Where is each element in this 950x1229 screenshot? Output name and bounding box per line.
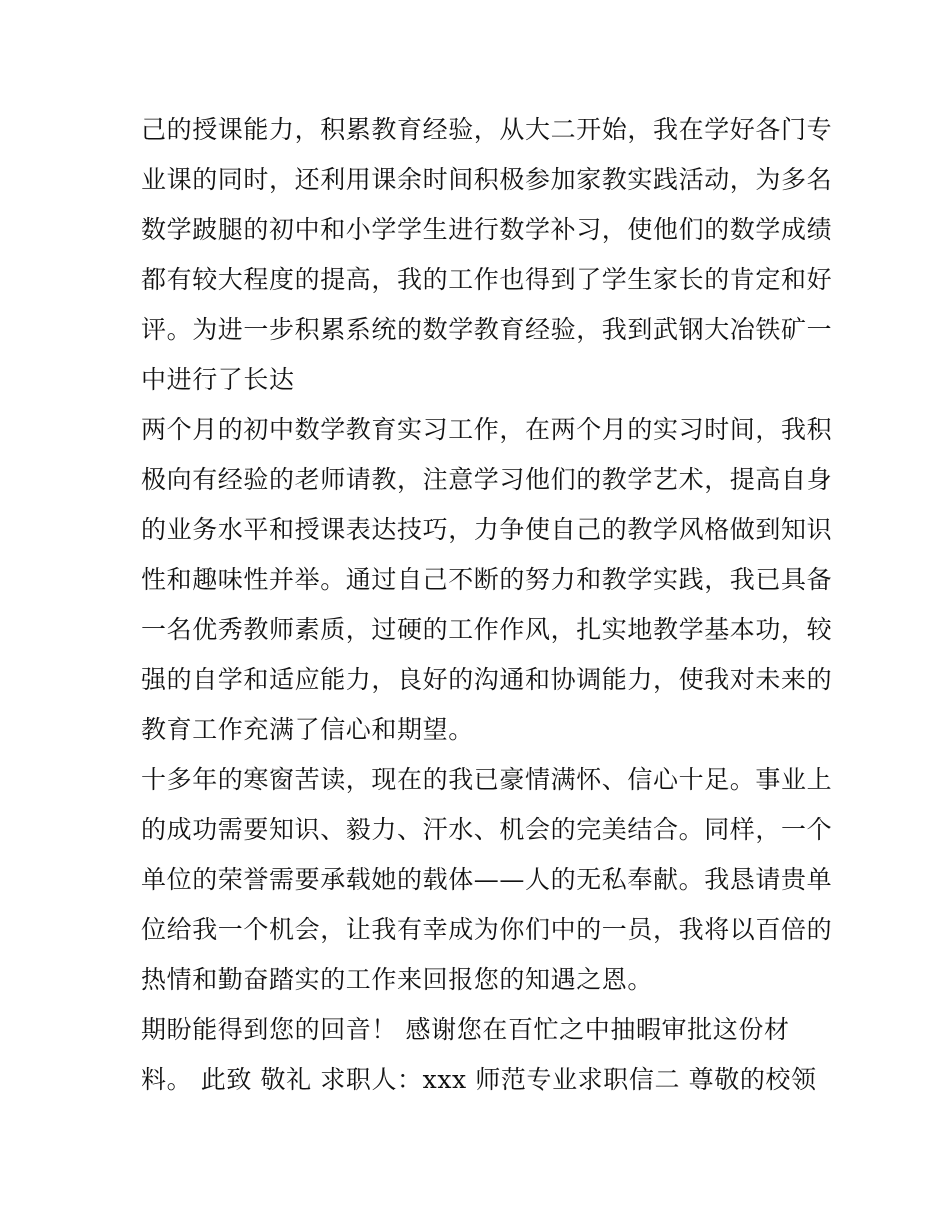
text-line: 极向有经验的老师请教，注意学习他们的教学艺术，提高自身 xyxy=(141,465,833,494)
text-line: 期盼能得到您的回音！ 感谢您在百忙之中抽暇审批这份材 xyxy=(141,1015,790,1044)
text-line: 数学跛腿的初中和小学学生进行数学补习，使他们的数学成绩 xyxy=(141,215,833,244)
text-line: 位给我一个机会，让我有幸成为你们中的一员，我将以百倍的 xyxy=(141,915,833,944)
text-line: 一名优秀教师素质，过硬的工作作风，扎实地教学基本功，较 xyxy=(141,615,833,644)
text-line: 单位的荣誉需要承载她的载体——人的无私奉献。我恳请贵单 xyxy=(141,865,833,894)
text-line: 性和趣味性并举。通过自己不断的努力和教学实践，我已具备 xyxy=(141,565,833,594)
text-line: 十多年的寒窗苦读，现在的我已豪情满怀、信心十足。事业上 xyxy=(141,765,833,794)
text-line: 己的授课能力，积累教育经验，从大二开始，我在学好各门专 xyxy=(141,115,833,144)
text-line: 的业务水平和授课表达技巧，力争使自己的教学风格做到知识 xyxy=(141,515,833,544)
text-line: 料。 此致 敬礼 求职人：xxx 师范专业求职信二 尊敬的校领 xyxy=(141,1065,817,1094)
text-line: 中进行了长达 xyxy=(141,365,295,394)
text-line: 评。为进一步积累系统的数学教育经验，我到武钢大冶铁矿一 xyxy=(141,315,833,344)
text-line: 都有较大程度的提高，我的工作也得到了学生家长的肯定和好 xyxy=(141,265,833,294)
text-line: 业课的同时，还利用课余时间积极参加家教实践活动，为多名 xyxy=(141,165,833,194)
text-line: 的成功需要知识、毅力、汗水、机会的完美结合。同样，一个 xyxy=(141,815,833,844)
text-line: 两个月的初中数学教育实习工作，在两个月的实习时间，我积 xyxy=(141,415,833,444)
text-line: 教育工作充满了信心和期望。 xyxy=(141,715,474,744)
text-line: 热情和勤奋踏实的工作来回报您的知遇之恩。 xyxy=(141,965,654,994)
text-line: 强的自学和适应能力，良好的沟通和协调能力，使我对未来的 xyxy=(141,665,833,694)
